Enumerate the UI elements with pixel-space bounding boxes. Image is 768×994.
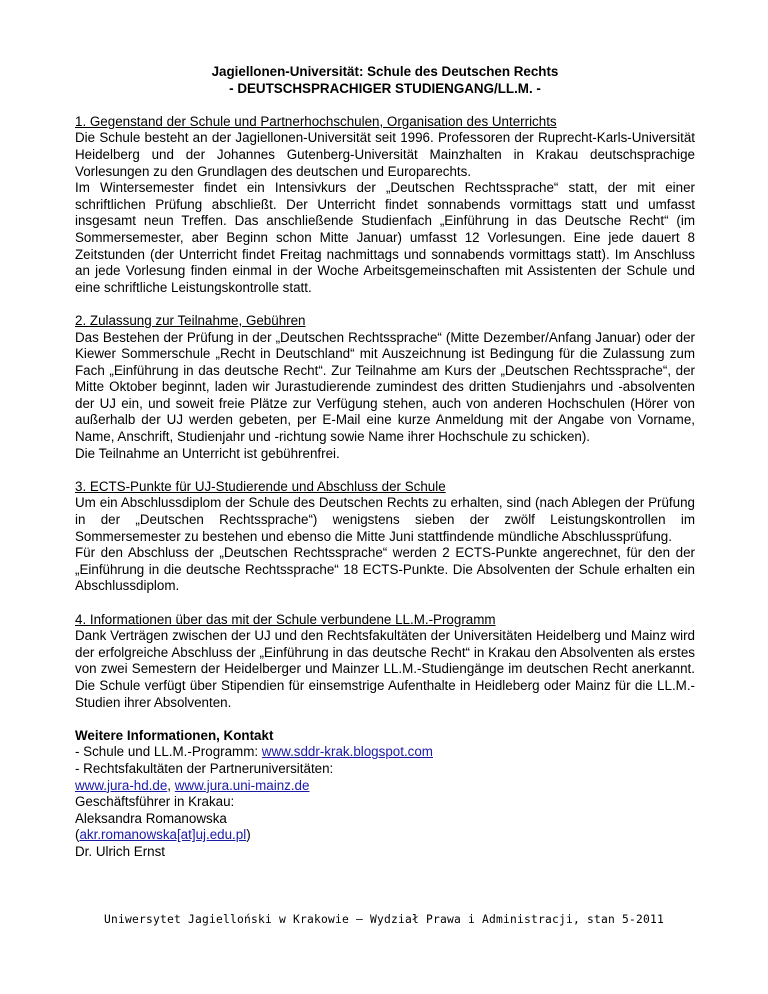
link-separator: , <box>167 777 175 793</box>
section-4-paragraph-1: Dank Verträgen zwischen der UJ und den Rechtsfakultäten der Universitäten Heidelberg und Mainz wird der erfolgreiche Abschluss der „Einführung in das deutsche Recht“ in Krakau den Absolventen als erstes von zwei Semestern der Heidelberger und Mainzer LL.M.-Studiengänge im deutschen Recht anerkannt. Die Schule verfügt über Stipendien für einsemstrige Aufenthalte in Heidleberg oder Mainz für die LL.M.-Studien ihrer Absolventen. <box>75 628 695 710</box>
section-3-paragraph-2: Für den Abschluss der „Deutschen Rechtssprache“ werden 2 ECTS-Punkte angerechnet, für den der „Einführung in die deutsche Rechtssprache“ 18 ECTS-Punkte. Die Absolventen der Schule erhalten ein Abschlussdiplom. <box>75 545 695 594</box>
section-2-heading: 2. Zulassung zur Teilnahme, Gebühren <box>75 312 306 328</box>
email-close-paren: ) <box>246 827 251 843</box>
document-title <box>75 64 695 97</box>
second-contact-name: Dr. Ulrich Ernst <box>75 843 166 859</box>
section-3-paragraph-1: Um ein Abschlussdiplom der Schule des Deutschen Rechts zu erhalten, sind (nach Ablegen der Prüfung in der „Deutschen Rechtssprache“) wenigstens sieben der zwölf Leistungskontrollen im Sommersemester zu bestehen und ebenso die Mitte Juni stattfindende mündliche Abschlussprüfung. <box>75 495 695 544</box>
program-prefix: - Schule und LL.M.-Programm: <box>75 744 262 760</box>
email-line <box>75 827 695 844</box>
section-1-paragraph-2: Im Wintersemester findet ein Intensivkurs der „Deutschen Rechtssprache“ statt, der mit einer schriftlichen Prüfung abschließt. Der Unterricht findet sonnabends vormittags statt und umfasst insgesamt neun Treffen. Das anschließende Studienfach „Einführung in das Deutsche Recht“ (im Sommersemester, aber Beginn schon Mitte Januar) umfasst 12 Vorlesungen. Eine jede dauert 8 Zeitstunden (der Unterricht findet Freitag nachmittags und sonnabends vormittags statt). Im Anschluss an jede Vorlesung finden einmal in der Woche Arbeitsgemeinschaften mit Assistenten der Schule und eine schriftliche Leistungskontrolle statt. <box>75 180 695 295</box>
program-line <box>75 744 695 761</box>
manager-name: Aleksandra Romanowska <box>75 810 227 826</box>
section-4-heading: 4. Informationen über das mit der Schule verbundene LL.M.-Programm <box>75 611 496 627</box>
section-3 <box>75 479 695 595</box>
section-1-paragraph-1: Die Schule besteht an der Jagiellonen-Universität seit 1996. Professoren der Ruprecht-Karls-Universität Heidelberg und der Johannes Gutenberg-Universität Mainzhalten in Krakau deutschsprachige Vorlesungen zu den Grundlagen des deutschen und Europarechts. <box>75 130 695 179</box>
section-2 <box>75 313 695 462</box>
document-page <box>75 64 695 861</box>
title-line-1: Jagiellonen-Universität: Schule des Deutschen Rechts <box>211 64 559 79</box>
manager-label: Geschäftsführer in Krakau: <box>75 794 235 810</box>
faculty-link-mainz[interactable]: www.jura.uni-mainz.de <box>174 777 310 793</box>
section-1 <box>75 114 695 297</box>
faculty-links-line <box>75 778 695 795</box>
email-open-paren: ( <box>75 827 80 843</box>
page-footer: Uniwersytet Jagielloński w Krakowie – Wydział Prawa i Administracji, stan 5-2011 <box>103 913 665 926</box>
section-1-heading: 1. Gegenstand der Schule und Partnerhochschulen, Organisation des Unterrichts <box>75 113 557 129</box>
faculty-link-heidelberg[interactable]: www.jura-hd.de <box>75 777 168 793</box>
section-3-heading: 3. ECTS-Punkte für UJ-Studierende und Abschluss der Schule <box>75 478 446 494</box>
section-4 <box>75 612 695 712</box>
section-2-paragraph-2: Die Teilnahme an Unterricht ist gebührenfrei. <box>75 445 340 461</box>
contact-section <box>75 728 695 861</box>
section-2-paragraph-1: Das Bestehen der Prüfung in der „Deutschen Rechtssprache“ (Mitte Dezember/Anfang Januar) oder der Kiewer Sommerschule „Recht in Deutschland“ mit Auszeichnung ist Bedingung für die Zulassung zum Fach „Einführung in das deutsche Recht“. Zur Teilnahme am Kurs der „Deutschen Rechtssprache“, der Mitte Oktober beginnt, laden wir Jurastudierende zumindest des dritten Studienjahrs und -absolventen der UJ ein, und soweit freie Plätze zur Verfügung stehen, auch von anderen Hochschulen (Hörer von außerhalb der UJ werden gebeten, per E-Mail eine kurze Anmeldung mit der Angabe von Vorname, Name, Anschrift, Studienjahr und -richtung sowie Name ihrer Hochschule zu schicken). <box>75 329 695 445</box>
title-line-2: - DEUTSCHSPRACHIGER STUDIENGANG/LL.M. - <box>229 80 541 96</box>
contact-heading: Weitere Informationen, Kontakt <box>75 727 274 743</box>
faculties-label: - Rechtsfakultäten der Partneruniversitäten: <box>75 760 334 776</box>
email-link[interactable]: akr.romanowska[at]uj.edu.pl <box>79 827 247 843</box>
program-link[interactable]: www.sddr-krak.blogspot.com <box>261 744 433 760</box>
